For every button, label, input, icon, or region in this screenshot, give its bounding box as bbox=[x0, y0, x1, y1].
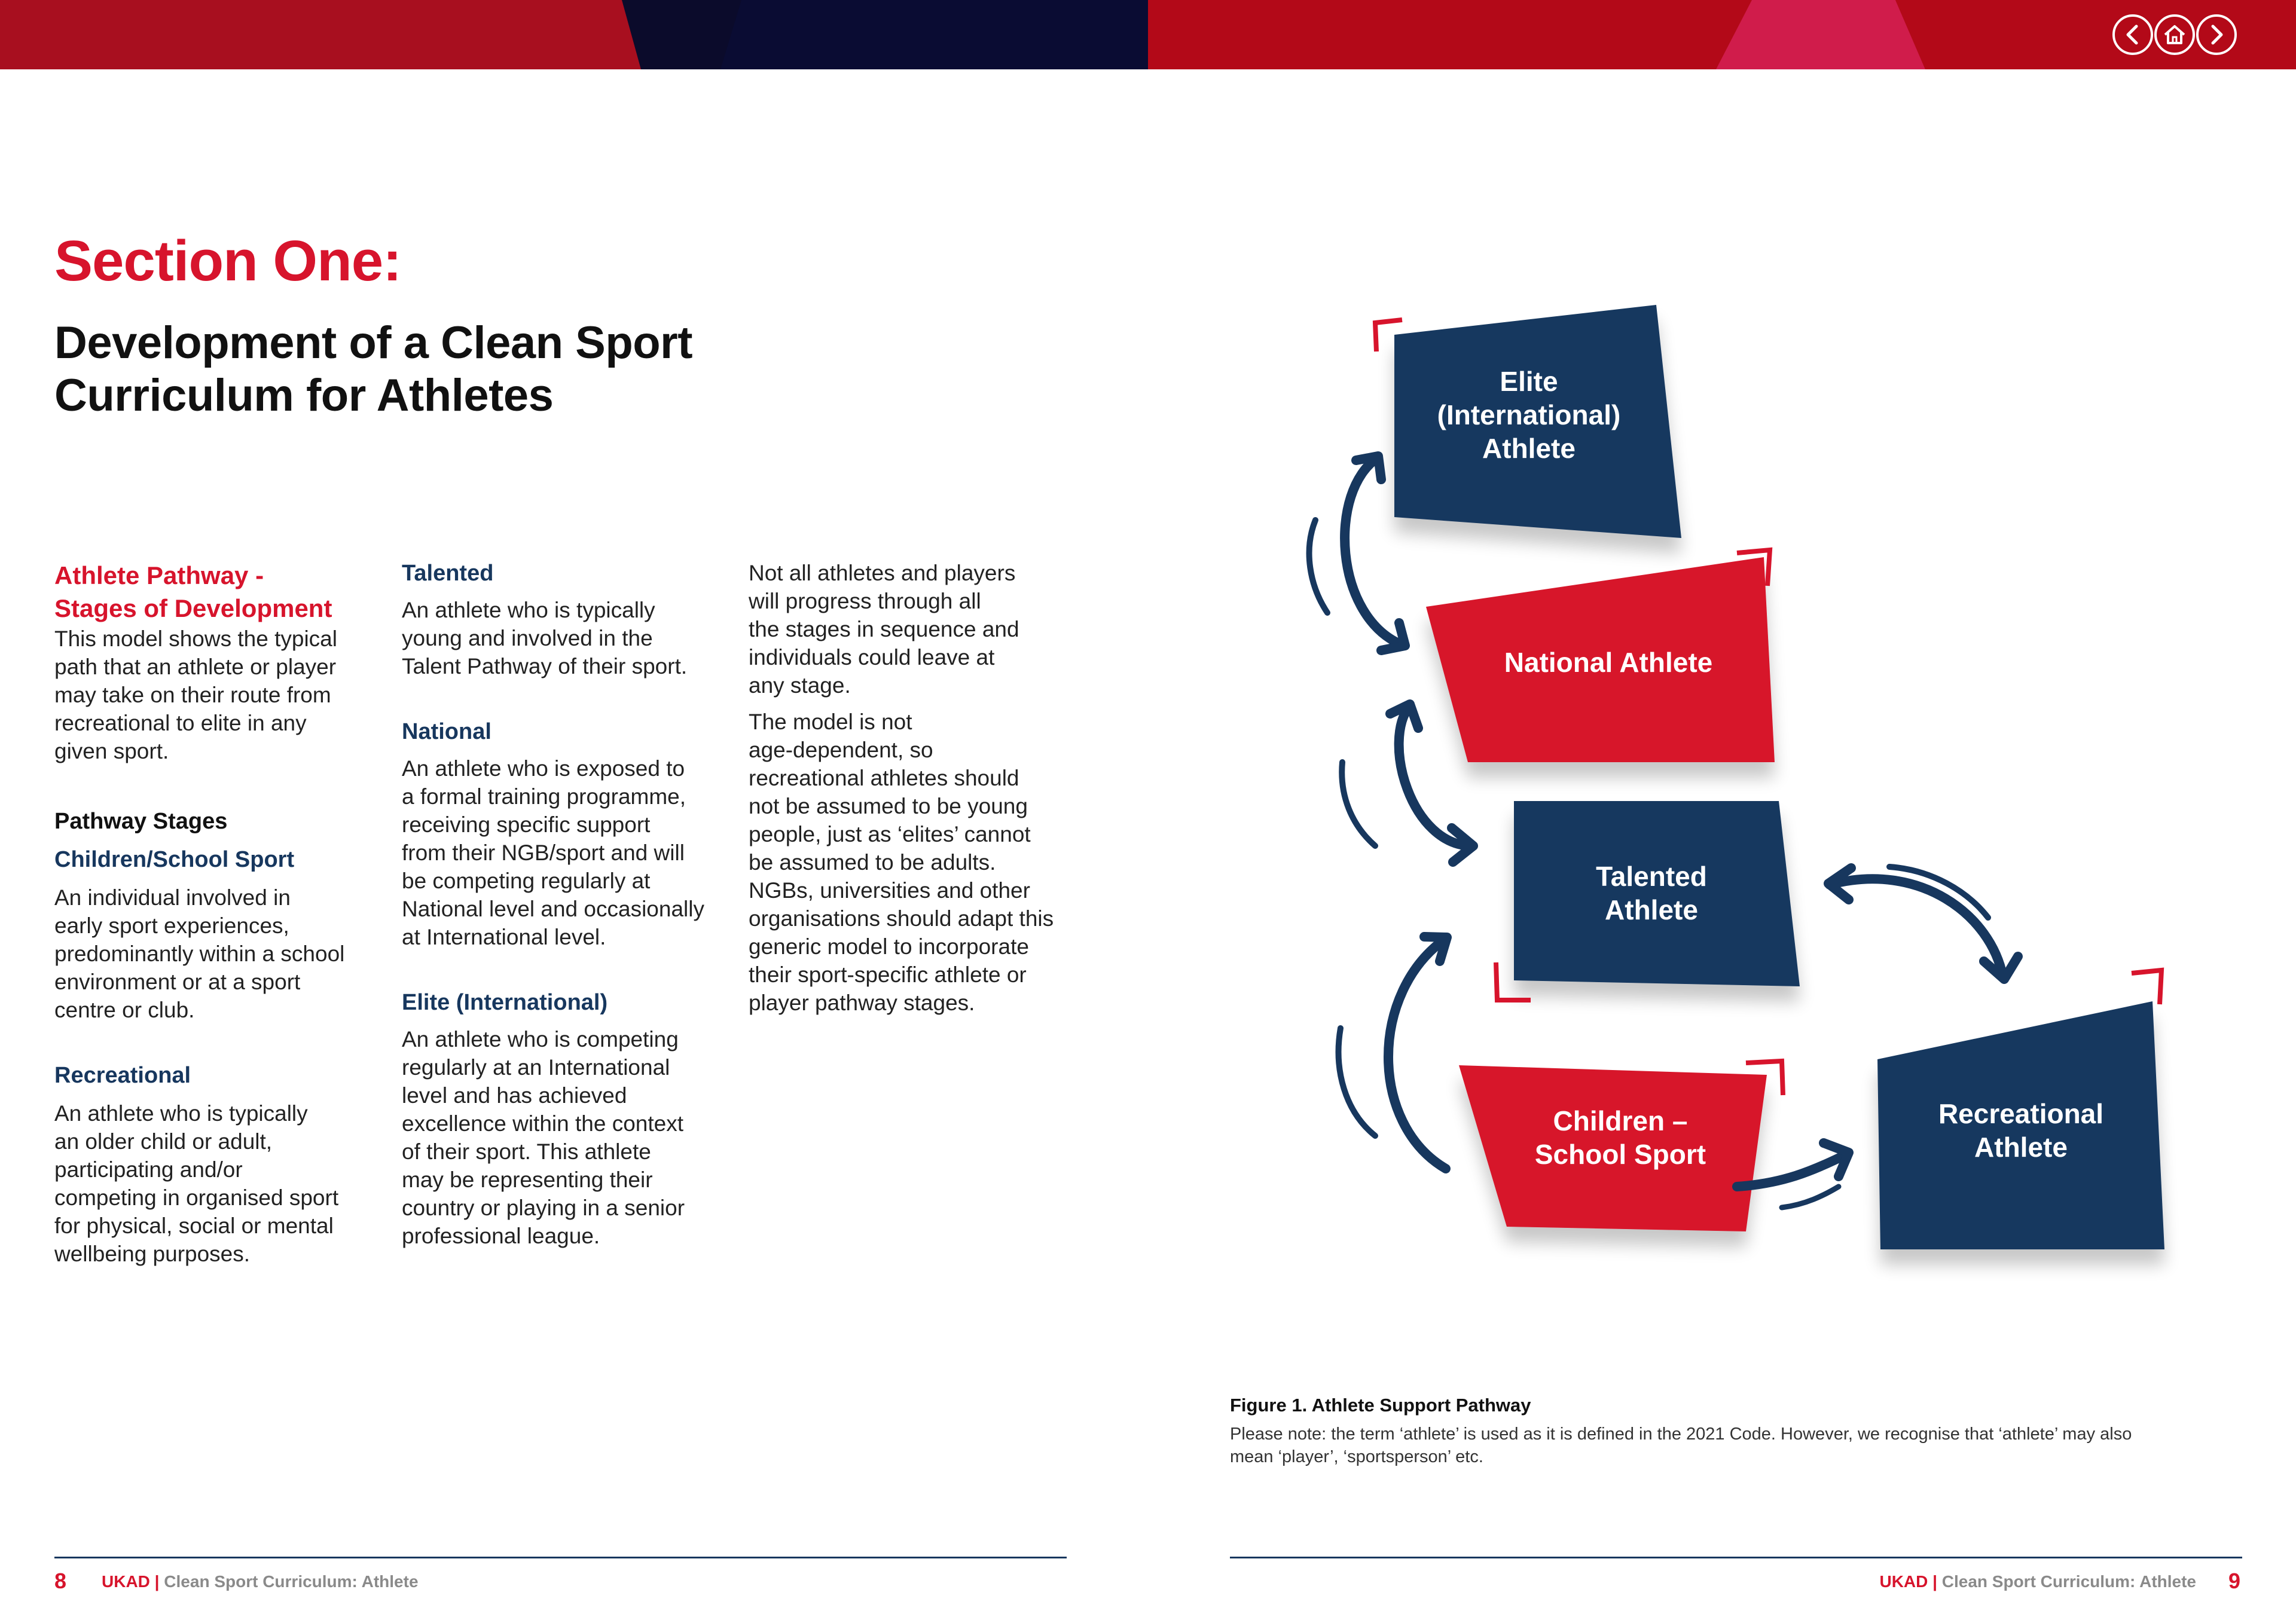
figure-note bbox=[1230, 1423, 2246, 1468]
prev-page-button[interactable] bbox=[2112, 14, 2153, 55]
children-line: environment or at a sport bbox=[54, 970, 301, 994]
intro-line: may take on their route from bbox=[54, 683, 331, 707]
children-line: centre or club. bbox=[54, 998, 195, 1022]
athlete-pathway-diagram bbox=[1256, 287, 2260, 1303]
next-page-button[interactable] bbox=[2196, 14, 2237, 55]
chevron-right-icon bbox=[2199, 17, 2234, 53]
national-line: An athlete who is exposed to bbox=[402, 756, 685, 781]
page-title-line-2: Curriculum for Athletes bbox=[54, 370, 554, 421]
elite-line: excellence within the context bbox=[402, 1111, 683, 1136]
national-line: at International level. bbox=[402, 925, 606, 949]
recreational-line: participating and/or bbox=[54, 1157, 243, 1182]
corner-bracket bbox=[2132, 970, 2161, 1004]
arrow-accent bbox=[1782, 1187, 1839, 1208]
note-line: generic model to incorporate bbox=[749, 934, 1029, 959]
elite-label bbox=[1394, 365, 1663, 465]
talented-line: Talent Pathway of their sport. bbox=[402, 654, 688, 678]
footer-separator: | bbox=[154, 1572, 160, 1591]
note-line: Not all athletes and players bbox=[749, 561, 1016, 585]
footer-brand: UKAD bbox=[1879, 1572, 1928, 1591]
footer-doc-title: Clean Sport Curriculum: Athlete bbox=[164, 1572, 419, 1591]
page-number-right: 9 bbox=[2228, 1569, 2241, 1593]
national-label-line: National Athlete bbox=[1504, 647, 1713, 678]
national-line: be competing regularly at bbox=[402, 869, 651, 893]
intro-line: recreational to elite in any bbox=[54, 711, 307, 735]
talented-label-line: Talented bbox=[1596, 861, 1707, 892]
children-label-line: Children – bbox=[1553, 1105, 1688, 1136]
talented-line: An athlete who is typically bbox=[402, 598, 655, 622]
note-line: The model is not bbox=[749, 710, 912, 734]
page-title-line-1: Development of a Clean Sport bbox=[54, 317, 693, 368]
recreational-line: an older child or adult, bbox=[54, 1129, 273, 1154]
note-line: NGBs, universities and other bbox=[749, 878, 1030, 903]
arrow-talented-recreational bbox=[1830, 879, 2003, 977]
footer-right bbox=[1879, 1572, 2196, 1591]
elite-line: An athlete who is competing bbox=[402, 1027, 679, 1052]
intro-line: given sport. bbox=[54, 739, 169, 763]
note-line: not be assumed to be young bbox=[749, 794, 1028, 818]
note-line: age-dependent, so bbox=[749, 738, 933, 762]
arrow-accent bbox=[1339, 1028, 1375, 1136]
elite-line: level and has achieved bbox=[402, 1083, 627, 1108]
elite-line: professional league. bbox=[402, 1224, 600, 1248]
footer-left bbox=[102, 1572, 419, 1591]
note-line: individuals could leave at bbox=[749, 645, 995, 670]
note-line: their sport-specific athlete or bbox=[749, 962, 1027, 987]
figure-caption: Figure 1. Athlete Support Pathway bbox=[1230, 1395, 1531, 1416]
home-icon bbox=[2157, 17, 2193, 53]
note-line: be assumed to be adults. bbox=[749, 850, 996, 875]
note-line: player pathway stages. bbox=[749, 991, 975, 1015]
recreational-line: An athlete who is typically bbox=[54, 1101, 308, 1126]
children-label-line: School Sport bbox=[1534, 1139, 1706, 1170]
chevron-left-icon bbox=[2115, 17, 2151, 53]
column-1 bbox=[54, 559, 377, 1268]
elite-label-line: (International) bbox=[1437, 399, 1621, 430]
arrow-children-talented bbox=[1388, 939, 1446, 1169]
national-line: National level and occasionally bbox=[402, 897, 704, 921]
column-3 bbox=[749, 559, 1107, 1017]
pathway-heading-line-1: Athlete Pathway - bbox=[54, 561, 264, 589]
footer-brand: UKAD bbox=[102, 1572, 150, 1591]
note-line: people, just as ‘elites’ cannot bbox=[749, 822, 1031, 846]
intro-line: This model shows the typical bbox=[54, 626, 337, 651]
national-label bbox=[1453, 646, 1764, 679]
elite-line: of their sport. This athlete bbox=[402, 1139, 651, 1164]
footer-separator: | bbox=[1932, 1572, 1937, 1591]
section-title: Section One: bbox=[54, 229, 402, 293]
elite-label-line: Athlete bbox=[1482, 433, 1576, 464]
children-line: An individual involved in bbox=[54, 885, 291, 910]
pathway-stages-heading: Pathway Stages bbox=[54, 809, 228, 834]
note-line: the stages in sequence and bbox=[749, 617, 1019, 641]
note-line: will progress through all bbox=[749, 589, 981, 613]
note-line: recreational athletes should bbox=[749, 766, 1019, 790]
recreational-label-line: Recreational bbox=[1938, 1098, 2104, 1129]
elite-line: country or playing in a senior bbox=[402, 1196, 685, 1220]
talented-label-line: Athlete bbox=[1605, 894, 1698, 925]
arrow-accent bbox=[1309, 520, 1327, 613]
national-line: a formal training programme, bbox=[402, 784, 686, 809]
national-heading: National bbox=[402, 719, 491, 744]
figure-note-line: Please note: the term ‘athlete’ is used as it is defined in the 2021 Code. However, we recognise that ‘athlete’ may also bbox=[1230, 1425, 2132, 1444]
children-line: predominantly within a school bbox=[54, 942, 345, 966]
footer-doc-title: Clean Sport Curriculum: Athlete bbox=[1941, 1572, 2196, 1591]
elite-line: may be representing their bbox=[402, 1167, 653, 1192]
top-banner bbox=[0, 0, 2296, 69]
intro-line: path that an athlete or player bbox=[54, 655, 337, 679]
footer-rule-left bbox=[54, 1557, 1067, 1558]
elite-line: regularly at an International bbox=[402, 1055, 670, 1080]
recreational-line: competing in organised sport bbox=[54, 1185, 339, 1210]
recreational-line: for physical, social or mental bbox=[54, 1214, 334, 1238]
footer-rule-right bbox=[1230, 1557, 2242, 1558]
note-line: organisations should adapt this bbox=[749, 906, 1054, 931]
recreational-label-line: Athlete bbox=[1974, 1132, 2068, 1163]
page-title bbox=[54, 317, 891, 422]
children-line: early sport experiences, bbox=[54, 913, 289, 938]
arrow-accent bbox=[1342, 762, 1375, 846]
talented-heading: Talented bbox=[402, 561, 494, 586]
pathway-heading-line-2: Stages of Development bbox=[54, 594, 332, 622]
recreational-heading: Recreational bbox=[54, 1063, 191, 1088]
column-2 bbox=[402, 559, 737, 1250]
note-line: any stage. bbox=[749, 673, 851, 698]
elite-label-line: Elite bbox=[1500, 366, 1558, 397]
children-heading: Children/School Sport bbox=[54, 847, 295, 872]
talented-line: young and involved in the bbox=[402, 626, 653, 650]
page-number-left: 8 bbox=[54, 1569, 67, 1593]
figure-note-line: mean ‘player’, ‘sportsperson’ etc. bbox=[1230, 1447, 1483, 1466]
national-line: receiving specific support bbox=[402, 812, 651, 837]
home-button[interactable] bbox=[2154, 14, 2195, 55]
recreational-line: wellbeing purposes. bbox=[54, 1242, 251, 1266]
elite-heading: Elite (International) bbox=[402, 990, 608, 1015]
children-label bbox=[1483, 1104, 1758, 1171]
recreational-label bbox=[1880, 1097, 2161, 1164]
talented-label bbox=[1514, 860, 1789, 927]
national-line: from their NGB/sport and will bbox=[402, 840, 685, 865]
